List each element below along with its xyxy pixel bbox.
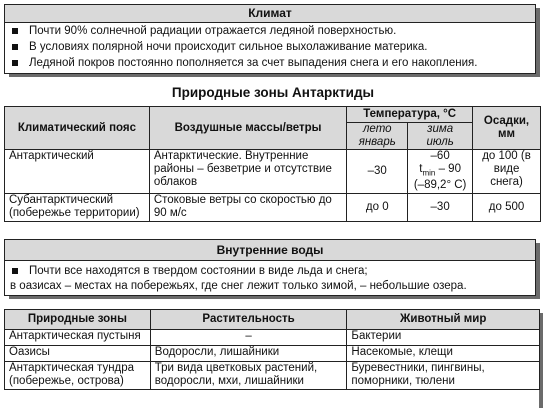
waters-box xyxy=(4,239,536,296)
winter-cell: –60 $t_{min} - 90$ (–89,2° С) xyxy=(408,150,473,194)
climate-belt-table xyxy=(4,106,541,222)
col-summer-header: лето январь xyxy=(347,123,408,150)
waters-line: в оазисах – местах на побережьях, где снег лежит только зимой, – небольшие озера. xyxy=(10,280,467,292)
table-row xyxy=(5,194,541,222)
precip-cell: до 500 xyxy=(473,194,541,222)
table-row: Оазисы Водоросли, лишайники Насекомые, клещи xyxy=(5,346,540,362)
table-row: Антарктическая тундра (побережье, острова) Три вида цветковых растений, водоросли, мхи, лишайники Буревестники, пингвины, поморники, тюлени xyxy=(5,362,540,390)
summer-cell: –30 xyxy=(347,150,408,194)
climate-item: Почти 90% солнечной радиации отражается ледяной поверхностью. xyxy=(5,23,535,39)
precip-cell: до 100 (в виде снега) xyxy=(473,150,541,194)
belt-cell: Субантарктический (побережье территории) xyxy=(5,194,150,222)
climate-box xyxy=(4,4,536,74)
winter-cell: –30 xyxy=(408,194,473,222)
air-cell: Стоковые ветры со скоростью до 90 м/с xyxy=(149,194,346,222)
belt-cell: Антарктический xyxy=(5,150,150,194)
natural-zones-table xyxy=(4,309,540,390)
bullet-icon xyxy=(12,268,18,274)
climate-item: В условиях полярной ночи происходит сильное выхолаживание материка. xyxy=(5,39,535,55)
zones-title: Природные зоны Антарктиды xyxy=(171,85,375,100)
bullet-icon xyxy=(12,28,18,34)
waters-header: Внутренние воды xyxy=(5,240,535,261)
col-precip-header: Осадки, мм xyxy=(473,107,541,150)
climate-header: Климат xyxy=(5,5,535,23)
summer-cell: до 0 xyxy=(347,194,408,222)
col-animals-header: Животный мир xyxy=(347,310,540,330)
col-zone-header: Природные зоны xyxy=(5,310,151,330)
col-plants-header: Растительность xyxy=(150,310,347,330)
bullet-icon xyxy=(12,44,18,50)
air-cell: Антарктические. Внутренние районы – безветрие и отсутствие облаков xyxy=(149,150,346,194)
col-belt-header: Климатический пояс xyxy=(5,107,150,150)
waters-line: Почти все находятся в твердом состоянии в виде льда и снега; xyxy=(5,261,535,279)
col-temp-header: Температура, °С xyxy=(347,107,473,123)
climate-item: Ледяной покров постоянно пополняется за счет выпадения снега и его накопления. xyxy=(5,55,535,71)
col-air-header: Воздушные массы/ветры xyxy=(149,107,346,150)
table-row: Антарктическая пустыня – Бактерии xyxy=(5,330,540,346)
bullet-icon xyxy=(12,60,18,66)
col-winter-header: зима июль xyxy=(408,123,473,150)
table-row xyxy=(5,150,541,194)
